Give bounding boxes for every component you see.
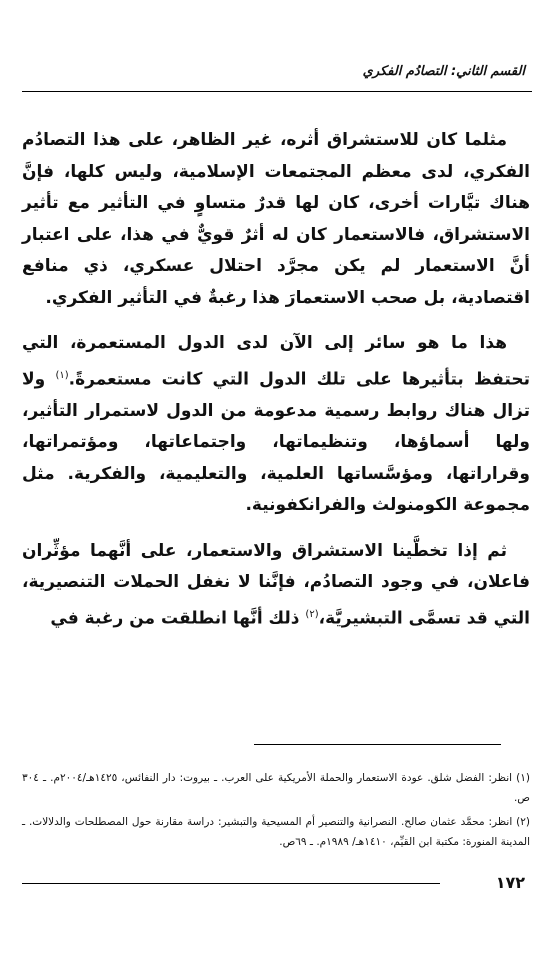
- paragraph-1: [22, 125, 530, 314]
- paragraph-2-text-b: ولا تزال هناك روابط رسمية مدعومة من الدول لاستمرار التأثير، ولها أسماؤها، وتنظيماتها، واجتماعاتها، ومؤتمراتها، وقراراتها، ومؤسَّساتها العلمية، والتعليمية، والفكرية. مثل مجموعة الكومنولث والفرانكفونية.: [22, 369, 530, 516]
- footnotes: [22, 768, 530, 852]
- footnote-ref-2: (٢): [305, 608, 319, 620]
- paragraph-3-text-b: ذلك أنَّها انطلقت من رغبة في: [50, 608, 300, 629]
- paragraph-2: [22, 328, 530, 522]
- footer-rule: [22, 883, 440, 884]
- paragraph-3-text-a: ثم إذا تخطَّينا الاستشراق والاستعمار، على أنَّهما مؤثِّران فاعلان، في وجود التصادُم، فإنَّنا لا نغفل الحملات التنصيرية، التي قد تسمَّى التبشيريَّة،: [22, 540, 530, 629]
- paragraph-2-text-a: هذا ما هو سائر إلى الآن لدى الدول المستعمرة، التي تحتفظ بتأثيرها على تلك الدول التي كانت مستعمرةً.: [22, 333, 530, 390]
- paragraph-1-text: مثلما كان للاستشراق أثره، غير الظاهر، على هذا التصادُم الفكري، لدى معظم المجتمعات الإسلامية، وليس كلها، فإنَّ هناك تيَّارات أخرى، كان لها قدرٌ متساوٍ في التأثير مع تأثير الاستشراق، فالاستعمار كان له أثرٌ قويٌّ في هذا، على اعتبار أنَّ الاستعمار لم يكن مجرَّد احتلال عسكري، ذي منافع اقتصادية، بل صحب الاستعمارَ هذا رغبةٌ في التأثير الفكري.: [22, 130, 530, 308]
- paragraph-3: [22, 536, 530, 635]
- footnote-1: (١) انظر: الفضل شلق. عودة الاستعمار والحملة الأمريكية على العرب. ـ بيروت: دار النفائس، ١٤٢٥هـ/٢٠٠٤م. ـ ٣٠٤ ص.: [22, 772, 531, 804]
- running-header: القسم الثاني: التصادُم الفكري: [362, 64, 525, 79]
- main-text: [22, 125, 530, 635]
- footnote-separator: [254, 744, 501, 745]
- header-rule: [22, 91, 532, 92]
- page-number: ١٧٢: [495, 873, 525, 892]
- footnote-ref-1: (١): [55, 369, 69, 381]
- footnote-2: (٢) انظر: محمَّد عثمان صالح. النصرانية والتنصير أم المسيحية والتبشير: دراسة مقارنة حول المصطلحات والدلالات. ـ المدينة المنورة: مكتبة ابن القيِّم، ١٤١٠هـ/ ١٩٨٩م. ـ ٦٩ص.: [22, 816, 530, 848]
